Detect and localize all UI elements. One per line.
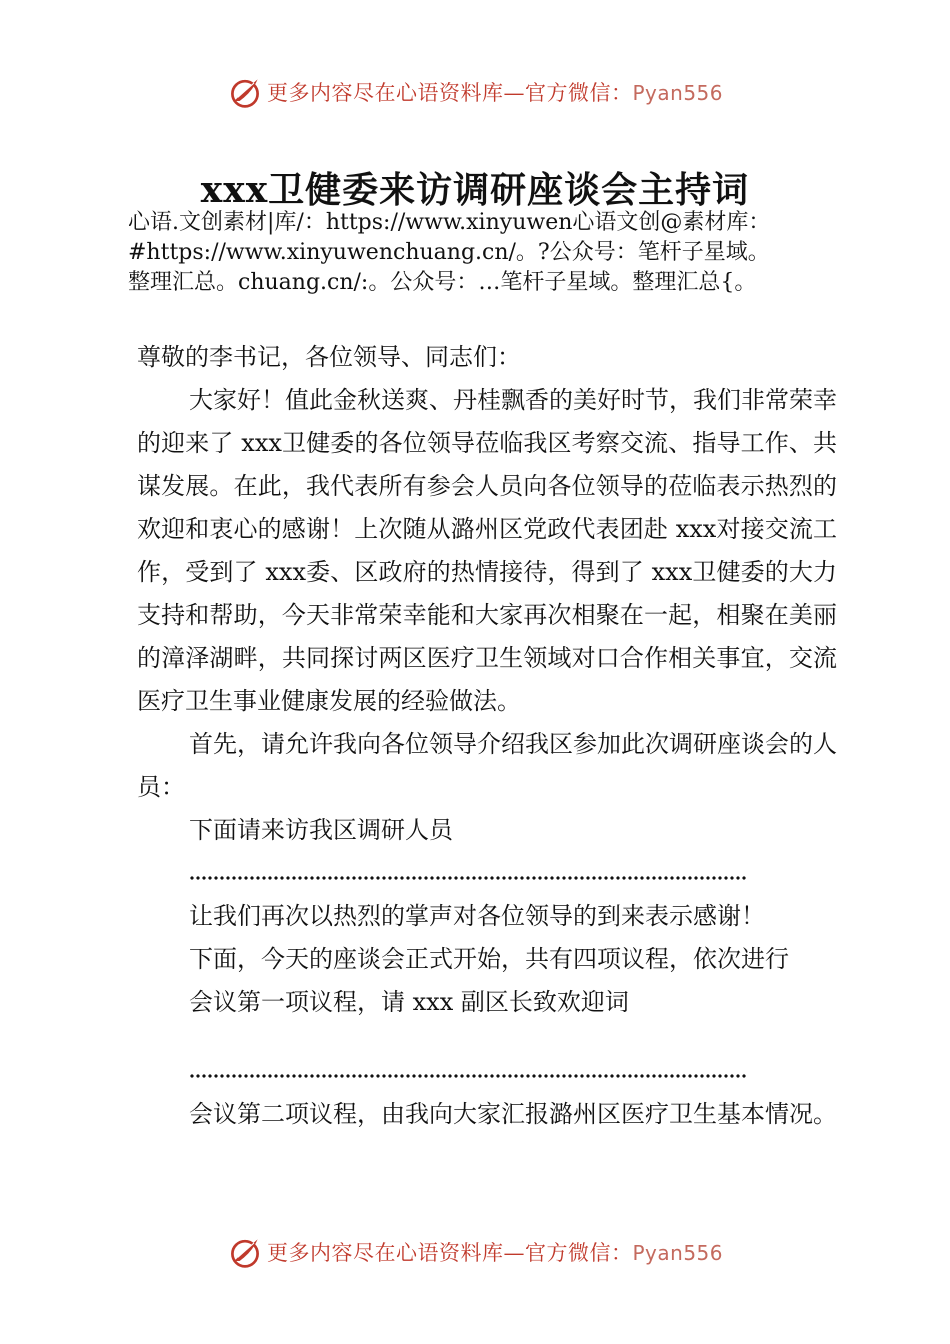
source-meta: [128, 208, 848, 298]
paragraph-item-two: 会议第二项议程，由我向大家汇报潞州区医疗卫生基本情况。: [189, 1100, 837, 1128]
footer-banner: [0, 1230, 950, 1274]
salutation: 尊敬的李书记，各位领导、同志们：: [137, 343, 521, 371]
document-body: [137, 336, 837, 1136]
quill-logo-icon: [227, 1234, 263, 1270]
header-banner: [0, 70, 950, 114]
meta-line: #https://www.xinyuwenchuang.cn/。?公众号：笔杆子星域。: [128, 240, 770, 265]
wechat-id: Pyan556: [632, 1241, 723, 1265]
meta-line: 心语.文创素材|库/：https://www.xinyuwen心语文创@素材库：: [128, 210, 771, 235]
wechat-id: Pyan556: [632, 81, 723, 105]
line-thanks: 让我们再次以热烈的掌声对各位领导的到来表示感谢！: [189, 902, 765, 930]
meta-line: 整理汇总。chuang.cn/:。公众号：…笔杆子星域。整理汇总{。: [128, 270, 757, 295]
line-visitors: 下面请来访我区调研人员: [189, 816, 453, 844]
paragraph-introduction: 首先，请允许我向各位领导介绍我区参加此次调研座谈会的人员：: [137, 730, 837, 801]
paragraph-welcome: 大家好！值此金秋送爽、丹桂飘香的美好时节，我们非常荣幸的迎来了 xxx卫健委的各位领导莅临我区考察交流、指导工作、共谋发展。在此，我代表所有参会人员向各位领导的莅临表示热烈的欢迎和衷心的感谢！上次随从潞州区党政代表团赴 xxx对接交流工作，受到了 xxx委、区政府的热情接待，得到了 xxx卫健委的大力支持和帮助，今天非常荣幸能和大家再次相聚在一起，相聚在美丽的漳泽湖畔，共同探讨两区医疗卫生领域对口合作相关事宜，交流医疗卫生事业健康发展的经验做法。: [137, 386, 837, 715]
banner-text: 更多内容尽在心语资料库—官方微信：Pyan556: [266, 81, 723, 105]
line-agenda: 下面，今天的座谈会正式开始，共有四项议程，依次进行: [189, 945, 789, 973]
dotted-placeholder: [189, 852, 747, 895]
quill-logo-icon: [227, 74, 263, 110]
banner-text: 更多内容尽在心语资料库—官方微信：Pyan556: [266, 1241, 723, 1265]
line-item-one: 会议第一项议程，请 xxx 副区长致欢迎词: [189, 988, 629, 1016]
document-title: xxx卫健委来访调研座谈会主持词: [200, 169, 750, 211]
dotted-placeholder: [189, 1050, 747, 1093]
